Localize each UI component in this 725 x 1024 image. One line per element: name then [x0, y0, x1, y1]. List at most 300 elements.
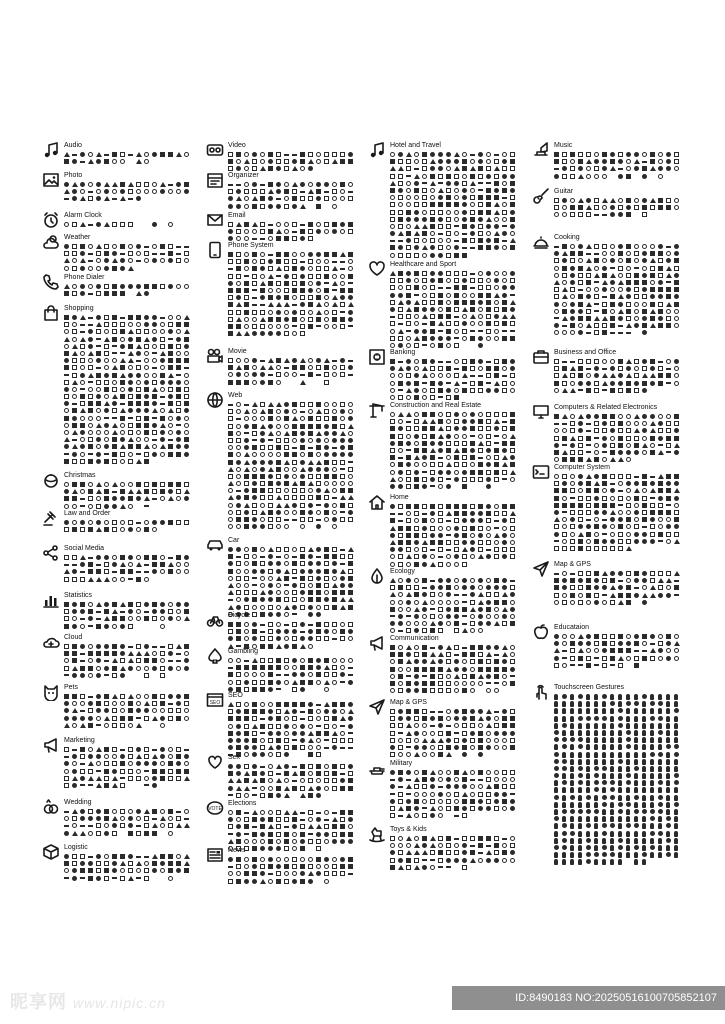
glyph-icon: [152, 555, 157, 560]
glyph-icon: [292, 839, 297, 844]
glyph-icon: [260, 152, 265, 157]
glyph-icon: [454, 533, 459, 538]
glyph-icon: [554, 159, 559, 164]
glyph-icon: [578, 280, 583, 285]
glyph-icon: [494, 858, 499, 863]
glyph-icon: [406, 843, 411, 848]
glyph-icon: [268, 629, 273, 634]
glyph-icon: [348, 302, 354, 307]
glyph-icon: [168, 489, 173, 494]
glyph-icon: [462, 688, 467, 693]
glyph-icon: [252, 871, 257, 876]
glyph-icon: [168, 761, 173, 766]
glyph-icon: [446, 836, 451, 841]
glyph-icon: [340, 295, 345, 300]
glyph-icon: [260, 467, 265, 472]
glyph-icon: [658, 578, 664, 583]
glyph-icon: [236, 490, 241, 492]
glyph-icon: [260, 416, 265, 421]
glyph-icon: [430, 470, 435, 475]
glyph-icon: [610, 634, 615, 639]
glyph-icon: [120, 868, 125, 873]
glyph-icon: [610, 503, 615, 508]
glyph-icon: [176, 380, 181, 385]
glyph-icon: [128, 322, 133, 327]
glyph-icon: [308, 229, 313, 234]
glyph-icon: [414, 652, 419, 657]
glyph-icon: [168, 423, 173, 428]
glyph-icon: [292, 702, 297, 707]
glyph-icon: [120, 159, 125, 164]
glyph-icon: [292, 817, 297, 822]
glyph-icon: [486, 231, 491, 236]
glyph-icon: [602, 436, 607, 441]
glyph-icon: [634, 152, 639, 157]
glyph-icon: [324, 702, 330, 707]
glyph-icon: [236, 418, 241, 420]
glyph-icon: [292, 879, 297, 884]
glyph-icon: [276, 295, 281, 300]
glyph-icon: [160, 666, 165, 671]
glyph-icon: [228, 184, 233, 186]
glyph-icon: [454, 373, 459, 378]
glyph-icon: [332, 680, 337, 685]
glyph-icon: [136, 322, 141, 327]
glyph-icon: [446, 554, 451, 559]
glyph-icon: [284, 590, 289, 595]
glyph-icon: [446, 667, 452, 672]
glyph-icon: [292, 310, 297, 315]
glyph-icon: [228, 488, 233, 493]
glyph-icon: [96, 496, 101, 501]
glyph-icon: [658, 481, 663, 486]
glyph-icon: [80, 710, 85, 712]
glyph-icon: [422, 166, 427, 171]
glyph-icon: [414, 278, 419, 283]
glyph-icon: [438, 166, 443, 171]
glyph-icon: [276, 159, 281, 164]
glyph-icon: [430, 336, 435, 341]
glyph-icon: [88, 284, 93, 289]
glyph-icon: [112, 854, 117, 859]
glyph-icon: [276, 310, 281, 315]
glyph-icon: [96, 673, 101, 678]
glyph-icon: [398, 462, 403, 467]
glyph-icon: [292, 724, 297, 729]
glyph-icon: [72, 154, 77, 156]
icon-grid: [228, 658, 356, 694]
glyph-icon: [502, 388, 507, 393]
glyph-icon: [602, 585, 607, 590]
glyph-icon: [88, 387, 93, 392]
glyph-icon: [300, 424, 305, 429]
glyph-icon: [586, 302, 592, 307]
glyph-icon: [244, 324, 249, 329]
glyph-icon: [454, 654, 459, 656]
glyph-icon: [554, 524, 559, 529]
glyph-icon: [152, 854, 158, 859]
glyph-icon: [252, 605, 257, 610]
glyph-icon: [578, 571, 583, 576]
glyph-icon: [462, 484, 467, 489]
icon-grid: [390, 578, 518, 636]
glyph-icon: [300, 236, 305, 241]
glyph-icon: [252, 771, 257, 776]
glyph-icon: [80, 152, 85, 157]
glyph-icon: [470, 375, 475, 377]
glyph-icon: [618, 532, 623, 537]
glyph-icon: [300, 793, 306, 798]
glyph-icon: [478, 174, 483, 179]
glyph-icon: [64, 756, 69, 758]
glyph-icon: [642, 244, 647, 249]
glyph-icon: [104, 459, 109, 464]
glyph-icon: [430, 836, 436, 841]
glyph-icon: [228, 524, 233, 529]
glyph-icon: [626, 373, 632, 378]
glyph-icon: [486, 336, 491, 341]
glyph-icon: [340, 182, 345, 187]
glyph-icon: [128, 854, 133, 859]
glyph-icon: [422, 152, 427, 157]
glyph-icon: [80, 196, 86, 201]
glyph-icon: [72, 408, 77, 413]
glyph-icon: [144, 816, 149, 821]
section-title: Christmas: [64, 472, 96, 479]
glyph-icon: [64, 401, 69, 406]
glyph-icon: [340, 569, 346, 574]
glyph-icon: [268, 569, 273, 574]
glyph-icon: [348, 636, 353, 641]
glyph-icon: [454, 858, 459, 863]
glyph-icon: [120, 644, 125, 649]
glyph-icon: [470, 300, 475, 305]
glyph-icon: [144, 555, 149, 560]
glyph-icon: [602, 323, 607, 328]
glyph-icon: [244, 590, 249, 595]
glyph-icon: [228, 517, 233, 522]
glyph-icon: [340, 622, 345, 627]
glyph-icon: [184, 315, 190, 320]
glyph-icon: [414, 210, 419, 215]
glyph-icon: [260, 738, 265, 743]
glyph-icon: [634, 450, 639, 455]
glyph-icon: [438, 770, 443, 775]
glyph-icon: [470, 174, 475, 179]
glyph-icon: [104, 624, 109, 629]
glyph-icon: [152, 666, 157, 671]
glyph-icon: [340, 481, 345, 486]
glyph-icon: [406, 181, 411, 186]
glyph-icon: [136, 360, 141, 362]
glyph-icon: [340, 438, 345, 443]
glyph-icon: [422, 784, 427, 789]
glyph-icon: [462, 540, 467, 545]
glyph-icon: [96, 747, 102, 752]
glyph-icon: [276, 198, 281, 200]
glyph-icon: [96, 602, 102, 607]
glyph-icon: [666, 382, 671, 384]
glyph-icon: [112, 251, 117, 256]
glyph-icon: [292, 503, 297, 508]
glyph-icon: [340, 590, 345, 595]
glyph-icon: [96, 644, 101, 649]
glyph-icon: [634, 381, 639, 386]
glyph-icon: [626, 280, 631, 285]
cloud-icon: [42, 633, 60, 651]
glyph-icon: [406, 455, 411, 460]
glyph-icon: [284, 786, 290, 791]
glyph-icon: [478, 843, 483, 848]
glyph-icon: [104, 723, 109, 728]
glyph-icon: [554, 287, 559, 292]
glyph-icon: [578, 366, 583, 371]
glyph-icon: [478, 457, 483, 459]
glyph-icon: [136, 284, 141, 289]
glyph-icon: [260, 576, 265, 581]
glyph-icon: [642, 280, 647, 285]
glyph-icon: [300, 597, 305, 602]
glyph-icon: [610, 381, 615, 386]
glyph-icon: [618, 302, 623, 307]
cloche-icon: [532, 233, 550, 251]
glyph-icon: [586, 166, 591, 171]
hand-touch-icon: [532, 683, 550, 701]
glyph-icon: [634, 251, 639, 256]
glyph-icon: [422, 836, 427, 841]
glyph-icon: [168, 703, 173, 705]
glyph-icon: [184, 769, 189, 774]
glyph-icon: [414, 231, 420, 236]
glyph-icon: [228, 438, 233, 443]
glyph-icon: [562, 280, 567, 285]
glyph-icon: [486, 321, 491, 326]
glyph-icon: [88, 317, 93, 319]
glyph-icon: [168, 769, 173, 774]
glyph-icon: [252, 709, 257, 714]
glyph-icon: [152, 380, 157, 385]
glyph-icon: [268, 189, 274, 194]
glyph-icon: [626, 294, 631, 299]
glyph-icon: [610, 648, 615, 653]
glyph-icon: [570, 294, 575, 299]
glyph-icon: [340, 549, 345, 551]
glyph-icon: [340, 839, 345, 844]
glyph-icon: [650, 524, 655, 529]
glyph-icon: [144, 329, 149, 334]
icon-grid: [228, 252, 356, 338]
glyph-icon: [88, 527, 93, 532]
glyph-icon: [650, 488, 656, 493]
glyph-icon: [406, 202, 411, 207]
glyph-icon: [414, 455, 420, 460]
glyph-icon: [228, 709, 233, 714]
glyph-icon: [144, 394, 149, 399]
glyph-icon: [244, 665, 249, 670]
glyph-icon: [494, 166, 500, 171]
glyph-icon: [578, 510, 583, 515]
glyph-icon: [602, 578, 607, 583]
glyph-icon: [176, 520, 181, 525]
glyph-icon: [398, 395, 403, 400]
glyph-icon: [276, 517, 281, 522]
glyph-icon: [112, 189, 117, 194]
glyph-icon: [120, 577, 125, 582]
glyph-icon: [446, 329, 451, 334]
glyph-icon: [430, 792, 435, 797]
glyph-icon: [438, 287, 443, 289]
glyph-icon: [478, 477, 483, 482]
glyph-icon: [72, 394, 77, 399]
glyph-icon: [152, 387, 158, 392]
glyph-icon: [160, 358, 165, 363]
glyph-icon: [554, 701, 558, 707]
glyph-icon: [176, 602, 181, 607]
glyph-icon: [340, 725, 345, 727]
glyph-icon: [634, 366, 639, 371]
glyph-icon: [112, 417, 117, 419]
glyph-icon: [236, 204, 241, 209]
glyph-icon: [430, 293, 435, 298]
glyph-icon: [316, 288, 321, 293]
glyph-icon: [120, 152, 125, 157]
glyph-icon: [64, 701, 69, 706]
glyph-icon: [642, 174, 647, 179]
glyph-icon: [430, 652, 436, 657]
glyph-icon: [642, 273, 647, 278]
glyph-icon: [292, 739, 297, 741]
glyph-icon: [586, 368, 591, 370]
glyph-icon: [96, 876, 101, 881]
glyph-icon: [268, 409, 273, 414]
glyph-icon: [64, 251, 69, 256]
glyph-icon: [348, 365, 353, 370]
glyph-icon: [260, 817, 265, 822]
glyph-icon: [64, 374, 69, 376]
glyph-icon: [348, 488, 353, 493]
glyph-icon: [454, 395, 459, 400]
glyph-icon: [72, 459, 77, 464]
glyph-icon: [112, 258, 118, 263]
glyph-icon: [462, 224, 467, 229]
glyph-icon: [510, 580, 515, 582]
glyph-icon: [414, 792, 419, 797]
glyph-icon: [88, 708, 93, 713]
glyph-icon: [152, 189, 157, 194]
glyph-icon: [406, 253, 411, 258]
glyph-icon: [406, 600, 411, 605]
glyph-icon: [414, 777, 420, 782]
glyph-icon: [160, 430, 165, 435]
glyph-icon: [160, 754, 165, 759]
glyph-icon: [104, 244, 109, 249]
glyph-icon: [88, 625, 93, 627]
glyph-icon: [478, 375, 483, 377]
glyph-icon: [300, 380, 306, 385]
glyph-icon: [252, 281, 257, 286]
glyph-icon: [120, 611, 125, 613]
glyph-icon: [478, 709, 483, 714]
glyph-icon: [562, 511, 567, 513]
glyph-icon: [478, 858, 483, 863]
car-icon: [206, 536, 224, 554]
glyph-icon: [658, 436, 663, 441]
glyph-icon: [128, 809, 133, 814]
glyph-icon: [494, 850, 499, 855]
glyph-icon: [184, 489, 190, 494]
glyph-icon: [406, 554, 412, 559]
glyph-icon: [422, 592, 427, 597]
glyph-icon: [236, 786, 242, 791]
glyph-icon: [390, 166, 396, 171]
glyph-icon: [494, 412, 499, 417]
glyph-icon: [96, 189, 101, 194]
glyph-icon: [570, 450, 575, 455]
glyph-icon: [470, 181, 476, 186]
glyph-icon: [462, 434, 467, 439]
glyph-icon: [454, 709, 459, 714]
glyph-icon: [602, 368, 607, 370]
glyph-icon: [316, 583, 321, 588]
glyph-icon: [120, 258, 125, 263]
glyph-icon: [454, 511, 459, 516]
glyph-icon: [136, 408, 141, 413]
glyph-icon: [112, 831, 117, 836]
glyph-icon: [406, 271, 411, 276]
glyph-icon: [348, 325, 353, 327]
glyph-icon: [112, 401, 117, 406]
glyph-icon: [586, 656, 591, 661]
glyph-icon: [332, 152, 337, 157]
glyph-icon: [486, 836, 491, 841]
glyph-icon: [570, 648, 575, 653]
glyph-icon: [316, 524, 321, 529]
glyph-icon: [244, 745, 249, 750]
glyph-icon: [454, 240, 459, 242]
glyph-icon: [438, 504, 443, 509]
glyph-icon: [478, 540, 483, 545]
glyph-icon: [88, 776, 94, 781]
glyph-icon: [184, 708, 189, 713]
glyph-icon: [120, 769, 125, 774]
glyph-icon: [454, 526, 459, 531]
glyph-icon: [406, 434, 411, 439]
glyph-icon: [276, 778, 282, 783]
glyph-icon: [236, 636, 241, 641]
glyph-icon: [478, 166, 483, 171]
glyph-icon: [276, 738, 281, 743]
glyph-icon: [300, 724, 305, 729]
glyph-icon: [244, 259, 249, 264]
glyph-icon: [96, 658, 101, 663]
glyph-icon: [324, 295, 329, 300]
glyph-icon: [390, 806, 395, 811]
glyph-icon: [510, 166, 515, 171]
globe-icon: [206, 391, 224, 409]
glyph-icon: [64, 504, 69, 509]
glyph-icon: [308, 824, 314, 829]
glyph-icon: [340, 864, 345, 869]
glyph-icon: [184, 658, 189, 663]
glyph-icon: [72, 489, 78, 494]
glyph-icon: [398, 195, 403, 200]
glyph-icon: [332, 438, 337, 443]
glyph-icon: [478, 621, 483, 626]
glyph-icon: [308, 310, 313, 315]
glyph-icon: [554, 474, 559, 479]
glyph-icon: [80, 784, 85, 786]
glyph-icon: [184, 520, 189, 525]
